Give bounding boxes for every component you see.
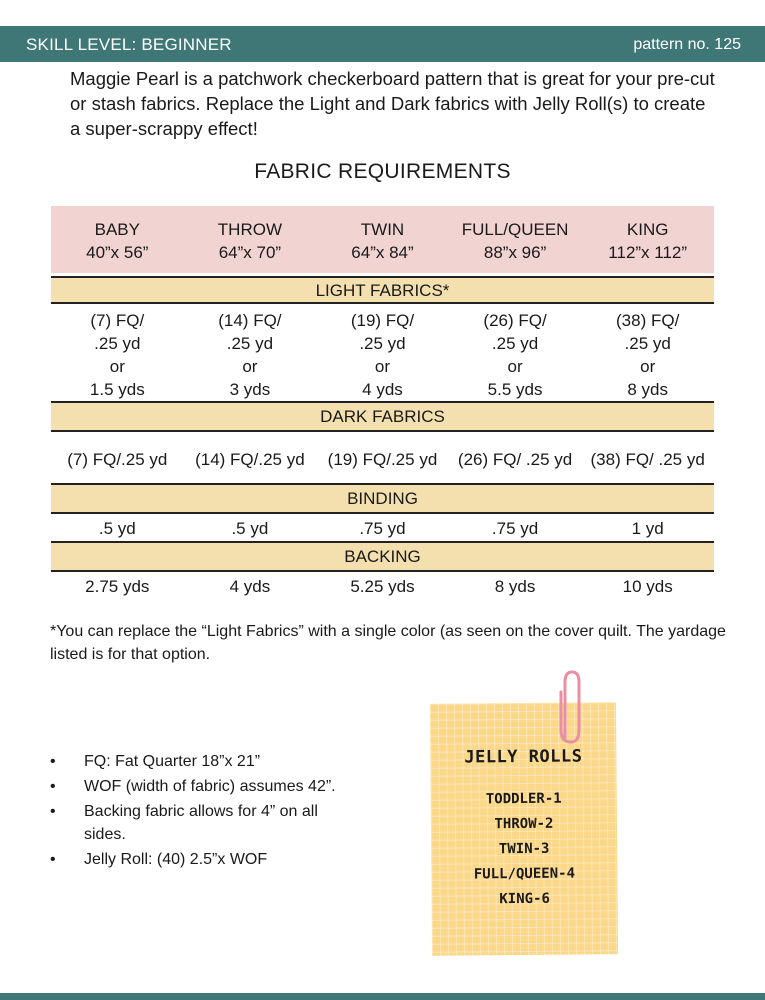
light-fabrics-row	[51, 309, 714, 401]
paperclip-icon	[556, 668, 586, 748]
header-bar	[0, 26, 765, 62]
size-king: KING 112”x 112”	[608, 220, 688, 262]
light-fabrics-band: LIGHT FABRICS*	[51, 276, 714, 304]
list-item: • Backing fabric allows for 4” on all sides.	[50, 800, 350, 846]
footer-bar	[0, 993, 765, 1000]
backing-cell: 4 yds	[229, 577, 271, 596]
binding-cell: .5 yd	[231, 519, 269, 538]
binding-cell: 1 yd	[631, 519, 664, 538]
light-cell: (14) FQ/ .25 yd or 3 yds	[218, 311, 282, 399]
dark-cell: (14) FQ/.25 yd	[195, 450, 305, 469]
footnote: *You can replace the “Light Fabrics” with a single color (as seen on the cover quilt. The yardage listed is for that option.	[50, 623, 726, 663]
dark-cell: (38) FQ/ .25 yd	[590, 450, 705, 469]
light-cell: (19) FQ/ .25 yd or 4 yds	[350, 311, 415, 399]
dark-cell: (19) FQ/.25 yd	[327, 450, 438, 469]
jelly-rolls-title: JELLY ROLLS	[464, 746, 583, 768]
binding-cell: .75 yd	[491, 519, 539, 538]
intro-text: Maggie Pearl is a patchwork checkerboard pattern that is great for your pre-cut or stash fabrics. Replace the Light and Dark fabrics with Jelly Roll(s) to create a super-scrappy effect!	[70, 68, 715, 139]
jelly-roll-item: THROW-2	[494, 815, 554, 833]
light-cell: (7) FQ/ .25 yd or 1.5 yds	[89, 311, 145, 399]
light-cell: (38) FQ/ .25 yd or 8 yds	[616, 311, 680, 399]
backing-band: BACKING	[51, 541, 714, 572]
jelly-roll-item: TWIN-3	[498, 840, 550, 858]
jelly-roll-item: KING-6	[499, 890, 550, 908]
backing-row	[51, 575, 714, 598]
size-baby: BABY 40”x 56”	[86, 220, 149, 262]
size-twin: TWIN 64”x 84”	[351, 220, 414, 262]
fabric-requirements-title: FABRIC REQUIREMENTS	[254, 160, 511, 183]
backing-cell: 10 yds	[622, 577, 673, 596]
backing-cell: 5.25 yds	[350, 577, 415, 596]
pattern-number: pattern no. 125	[633, 36, 741, 53]
binding-row	[51, 517, 714, 540]
list-item: • Jelly Roll: (40) 2.5”x WOF	[50, 848, 350, 871]
backing-cell: 8 yds	[494, 577, 536, 596]
skill-level: SKILL LEVEL: BEGINNER	[26, 35, 232, 54]
size-full-queen: FULL/QUEEN 88”x 96”	[461, 220, 569, 262]
binding-band: BINDING	[51, 483, 714, 514]
binding-cell: .75 yd	[359, 519, 406, 538]
list-item: • WOF (width of fabric) assumes 42”.	[50, 775, 350, 798]
dark-cell: (7) FQ/.25 yd	[67, 450, 168, 469]
dark-fabrics-row	[51, 448, 714, 471]
light-cell: (26) FQ/ .25 yd or 5.5 yds	[483, 311, 547, 399]
list-item: • FQ: Fat Quarter 18”x 21”	[50, 750, 350, 773]
dark-cell: (26) FQ/ .25 yd	[457, 450, 573, 469]
notes-list	[50, 750, 350, 873]
size-throw: THROW 64”x 70”	[217, 220, 282, 262]
jelly-roll-item: TODDLER-1	[485, 790, 562, 808]
dark-fabrics-band: DARK FABRICS	[51, 401, 714, 432]
binding-cell: .5 yd	[98, 519, 136, 538]
size-header-row	[51, 206, 714, 273]
jelly-roll-item: FULL/QUEEN-4	[473, 865, 576, 883]
jelly-rolls-note	[430, 702, 618, 956]
backing-cell: 2.75 yds	[85, 577, 150, 596]
